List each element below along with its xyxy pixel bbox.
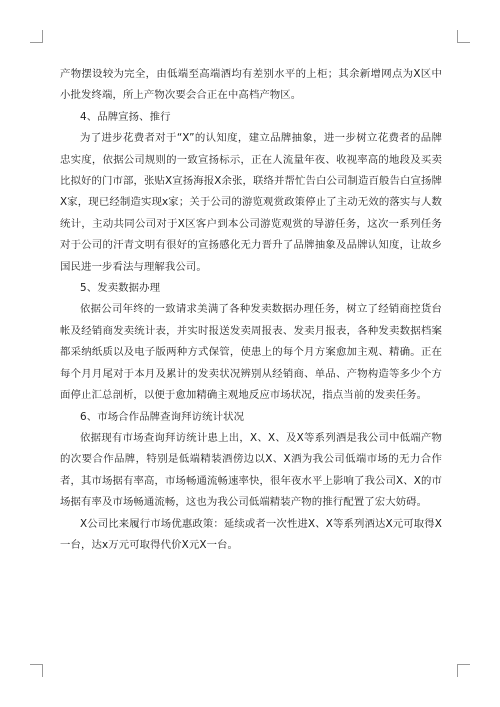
paragraph-competitor-survey: 依据现有市场查询拜访统计患上出，X、X、及X等系列酒是我公司中低端产物的次要合作品牌，特别是低端精装酒傍边以X、X酒为我公司低端市场的无力合作者，其市场据有率高，市场畅通流畅速率快，很年夜水平上影响了我公司X、X的市场据有率及市场畅通流畅，这也为我公司低端精装产物的推行配置了宏大妨碍。 <box>60 431 442 509</box>
section-heading-sales-data: 5、发卖数据办理 <box>80 282 161 295</box>
paragraph-brand-promotion: 为了进步花费者对于“X”的认知度，建立品牌抽象，进一步树立花费者的品牌忠实度，依据公司规则的一致宣扬标示，正在人流量年夜、收视率高的地段及买卖比拟好的门市部，张贴X宣扬海报X余张，联络并帮忙告白公司制造百般告白宣扬牌X家，现已经制造实现x家；关于公司的游览观赏政策停止了主动无效的落实与人数统计，主动共同公司对于X区客户到本公司游览观赏的导游任务，这次一系列任务对于公司的汗青文明有很好的宣扬感化无力晋升了品牌抽象及品牌认知度，让故乡国民进一步看法与理解我公司。 <box>60 132 442 273</box>
crop-mark-bottom-left <box>30 664 43 677</box>
paragraph-sales-data: 依据公司年终的一致请求美满了各种发卖数据办理任务，树立了经销商控货台帐及经销商发卖统计表，并实时报送发卖周报表、发卖月报表，各种发卖数据档案都采纳纸质以及电子版两种方式保管，使患上的每个月方案愈加主观、精确。正在每个月月尾对于本月及累计的发卖状况辨别从经销商、单品、产物构造等多少个方面停止汇总剖析，以便于愈加精确主观地反应市场状况，指点当前的发卖任务。 <box>60 303 442 402</box>
crop-mark-bottom-right <box>457 664 470 677</box>
paragraph-continuation: 产物摆设较为完全，由低端至高端酒均有差别水平的上柜；其余新增网点为X区中小批发终端，所上产物次要会合正在中高档产物区。 <box>60 68 442 102</box>
crop-mark-top-right <box>457 30 470 43</box>
paragraph-competitor-promotion: X公司比来履行市场优惠政策：延续或者一次性进X、X等系列酒达X元可取得X一台，达x万元可取得代价X元X一台。 <box>60 517 442 551</box>
section-heading-competitor-survey: 6、市场合作品牌查询拜访统计状况 <box>80 410 245 423</box>
section-heading-brand-promotion: 4、品牌宣扬、推行 <box>80 110 171 123</box>
crop-mark-top-left <box>30 30 43 43</box>
document-body <box>60 64 442 556</box>
